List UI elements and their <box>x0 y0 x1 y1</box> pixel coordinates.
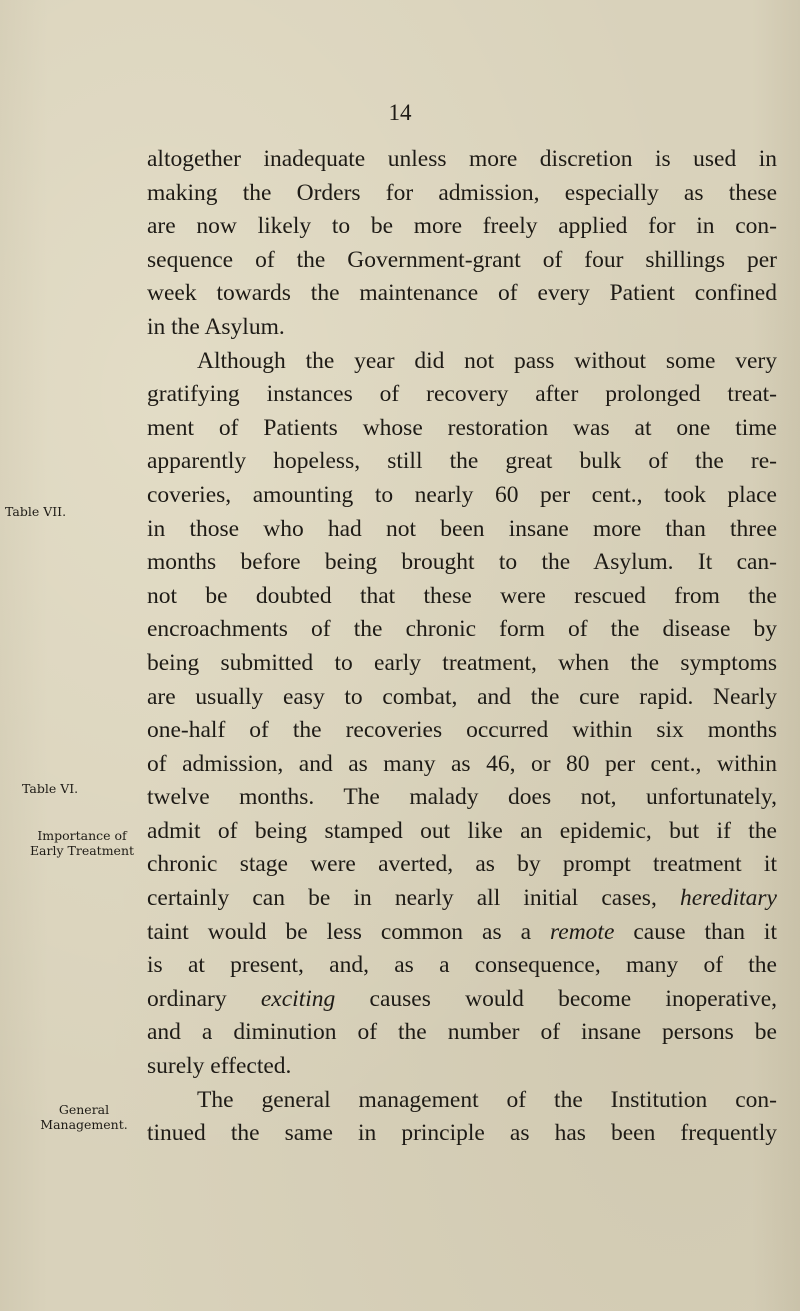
text-line: coveries, amounting to nearly 60 per cent., took place <box>147 481 777 508</box>
italic-term-exciting: exciting <box>260 985 336 1012</box>
page-number: 14 <box>388 100 412 125</box>
text-line: admit of being stamped out like an epidemic, but if the <box>147 817 777 844</box>
margin-note-line: General <box>58 1102 110 1117</box>
margin-note-line: Importance of <box>37 828 127 843</box>
margin-note-text: Table VI. <box>22 781 79 796</box>
text-segment: causes would become inoperative, <box>335 985 777 1012</box>
text-line: encroachments of the chronic form of the disease by <box>147 616 777 643</box>
text-line: tinued the same in principle as has been frequently <box>147 1120 777 1147</box>
text-line: months before being brought to the Asylum. It can- <box>147 549 777 576</box>
text-line: apparently hopeless, still the great bulk of the re- <box>147 448 777 475</box>
italic-term-remote: remote <box>549 918 615 945</box>
text-line <box>147 983 777 1017</box>
text-line: of admission, and as many as 46, or 80 per cent., within <box>147 750 777 777</box>
text-line: not be doubted that these were rescued from the <box>147 582 777 609</box>
margin-note-table-vi <box>22 781 78 796</box>
text-line-paragraph-start: The general management of the Institution con- <box>197 1086 777 1113</box>
text-line: one-half of the recoveries occurred within six months <box>147 717 777 744</box>
text-line: making the Orders for admission, especially as these <box>147 179 777 206</box>
text-line <box>147 916 777 950</box>
margin-note-general-management <box>30 1102 138 1132</box>
text-line: ment of Patients whose restoration was at one time <box>147 414 777 441</box>
margin-note-text: Table VII. <box>5 504 67 519</box>
text-line: in the Asylum. <box>147 313 285 340</box>
text-line: chronic stage were averted, as by prompt treatment it <box>147 851 777 878</box>
text-line-paragraph-start: Although the year did not pass without some very <box>197 347 777 374</box>
text-line: is at present, and, as a consequence, many of the <box>147 952 777 979</box>
text-line: sequence of the Government-grant of four shillings per <box>147 246 777 273</box>
text-line: week towards the maintenance of every Patient confined <box>147 280 777 307</box>
text-line: altogether inadequate unless more discretion is used in <box>147 146 777 172</box>
margin-note-line: Early Treatment <box>29 843 135 858</box>
text-line: twelve months. The malady does not, unfortunately, <box>147 784 777 811</box>
margin-note-table-vii <box>5 504 66 519</box>
text-line: gratifying instances of recovery after prolonged treat- <box>147 381 777 408</box>
text-line: surely effected. <box>147 1053 292 1080</box>
italic-term-hereditary: hereditary <box>679 885 777 912</box>
text-line: in those who had not been insane more than three <box>147 515 777 542</box>
text-segment: taint would be less common as a <box>147 918 550 945</box>
text-segment: ordinary <box>147 985 261 1012</box>
body-text <box>147 143 777 1151</box>
text-segment: certainly can be in nearly all initial cases, <box>147 885 680 912</box>
text-line <box>147 882 777 916</box>
text-line: being submitted to early treatment, when the symptoms <box>147 649 777 676</box>
text-line: are usually easy to combat, and the cure rapid. Nearly <box>147 683 777 710</box>
text-segment: cause than it <box>614 918 777 945</box>
margin-note-line: Management. <box>40 1117 128 1132</box>
margin-note-importance-early-treatment <box>18 828 146 858</box>
text-line: and a diminution of the number of insane persons be <box>147 1019 777 1046</box>
text-line: are now likely to be more freely applied for in con- <box>147 213 777 240</box>
